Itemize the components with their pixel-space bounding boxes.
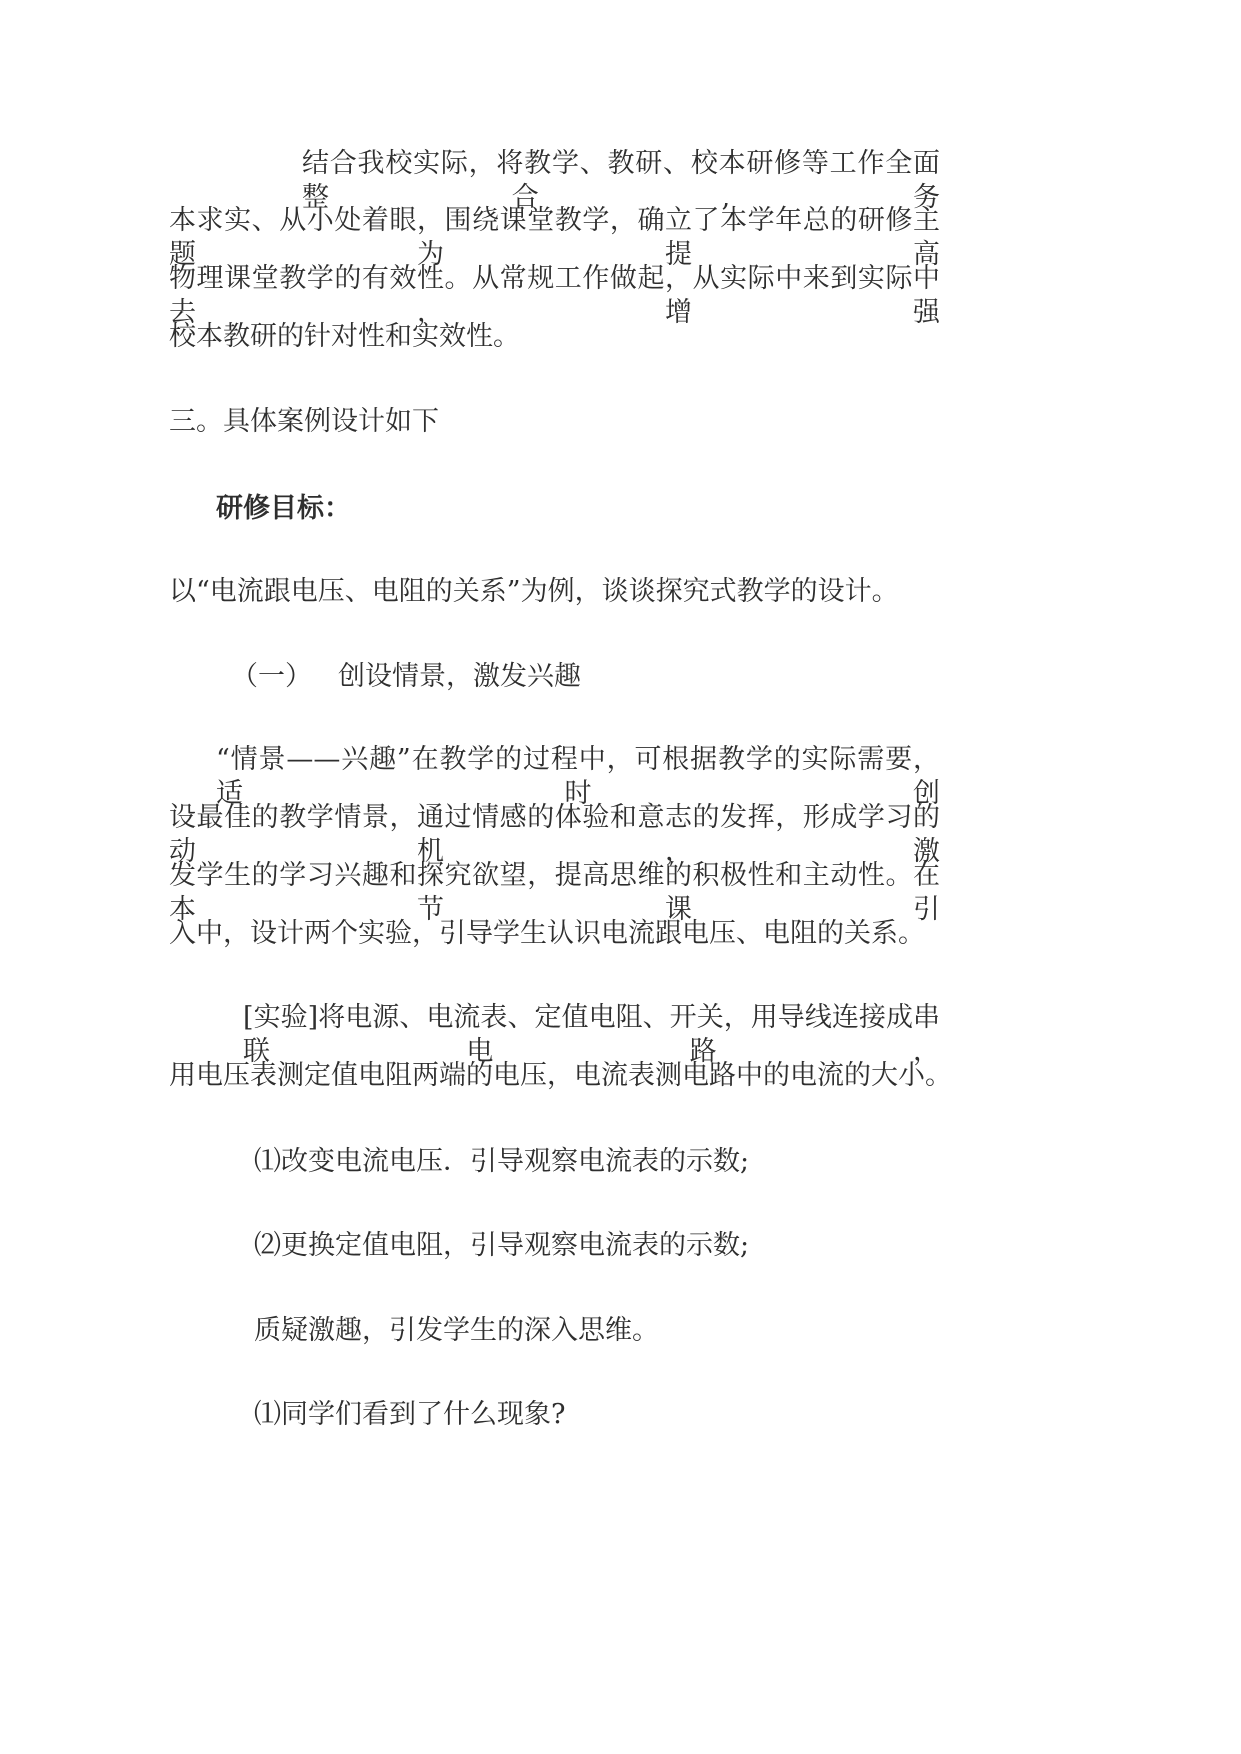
- inquiry-line: 质疑激趣，引发学生的深入思维。: [254, 1315, 659, 1346]
- research-goal-label: 研修目标：: [216, 493, 351, 524]
- paragraph-1-line-3: 物理课堂教学的有效性。从常规工作做起，从实际中来到实际中去，增强: [169, 263, 940, 328]
- paragraph-3-line-2: 用电压表测定值电阻两端的电压，电流表测电路中的电流的大小。: [169, 1060, 952, 1091]
- subsection-1-number: （一）: [231, 661, 312, 692]
- subsection-1-title: 创设情景，激发兴趣: [338, 661, 581, 692]
- question-item-1: ⑴同学们看到了什么现象?: [254, 1399, 566, 1430]
- paragraph-3-line-1: [实验]将电源、电流表、定值电阻、开关，用导线连接成串联电路，: [243, 1002, 940, 1067]
- paragraph-2-line-3: 发学生的学习兴趣和探究欲望，提高思维的积极性和主动性。在本节课引: [169, 860, 940, 925]
- section-3-heading: 三。具体案例设计如下: [169, 406, 439, 437]
- paragraph-1-line-2: 本求实、从小处着眼，围绕课堂教学，确立了本学年总的研修主题为提高: [169, 205, 940, 270]
- experiment-item-1: ⑴改变电流电压．引导观察电流表的示数;: [254, 1146, 750, 1177]
- paragraph-1-line-4: 校本教研的针对性和实效性。: [169, 321, 520, 352]
- experiment-item-2: ⑵更换定值电阻，引导观察电流表的示数;: [254, 1230, 750, 1261]
- paragraph-2-line-4: 入中，设计两个实验，引导学生认识电流跟电压、电阻的关系。: [169, 918, 925, 949]
- paragraph-2-line-2: 设最佳的教学情景，通过情感的体验和意志的发挥，形成学习的动机，激: [169, 802, 940, 867]
- paragraph-2-line-1: “情景——兴趣”在教学的过程中，可根据教学的实际需要，适时创: [216, 744, 940, 809]
- paragraph-1-line-1: 结合我校实际，将教学、教研、校本研修等工作全面整合,务: [302, 148, 940, 213]
- example-line: 以“电流跟电压、电阻的关系”为例，谈谈探究式教学的设计。: [169, 576, 899, 607]
